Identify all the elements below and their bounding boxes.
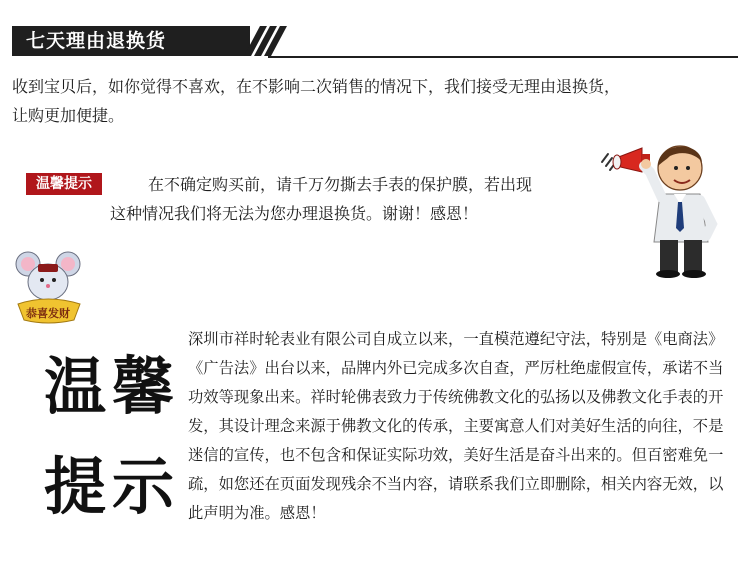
- notice-line: 此声明为准。感恩！: [188, 504, 326, 522]
- big-heading-line: 提示: [44, 450, 181, 523]
- tip-line: 在不确定购买前，请千万勿撕去手表的保护膜，若出现: [148, 175, 533, 194]
- section-title: 七天理由退换货: [26, 30, 167, 52]
- company-notice: [188, 325, 740, 528]
- policy-line: 让购更加便捷。: [12, 106, 125, 125]
- ingot-text: 恭喜发财: [26, 307, 70, 320]
- tip-badge: 温馨提示: [26, 173, 102, 195]
- big-heading-line: 温馨: [44, 350, 181, 423]
- tip-text: [110, 170, 590, 228]
- section-title-banner: [12, 26, 250, 56]
- return-policy-text: [12, 72, 738, 130]
- notice-line: 迷信的宣传，也不包含和保证实际功效，美好生活是奋斗出来的。但百密难免一: [188, 446, 724, 464]
- notice-line: 功效等现象出来。祥时轮佛表致力于传统佛教文化的弘扬以及佛教文化手表的开: [188, 388, 724, 406]
- tip-line: 这种情况我们将无法为您办理退换货。谢谢！感恩！: [110, 204, 479, 223]
- policy-line: 收到宝贝后，如你觉得不喜欢，在不影响二次销售的情况下，我们接受无理由退换货，: [12, 77, 621, 96]
- megaphone-businessman-icon: [596, 132, 726, 280]
- notice-line: 《广告法》出台以来，品牌内外已完成多次自查，严厉杜绝虚假宣传，承诺不当: [188, 359, 724, 377]
- notice-line: 深圳市祥时轮表业有限公司自成立以来，一直模范遵纪守法，特别是《电商法》: [188, 330, 724, 348]
- notice-line: 疏，如您还在页面发现残余不当内容，请联系我们立即删除，相关内容无效，以: [188, 475, 724, 493]
- notice-line: 发，其设计理念来源于佛教文化的传承，主要寓意人们对美好生活的向往，不是: [188, 417, 724, 435]
- header-divider: [268, 56, 738, 58]
